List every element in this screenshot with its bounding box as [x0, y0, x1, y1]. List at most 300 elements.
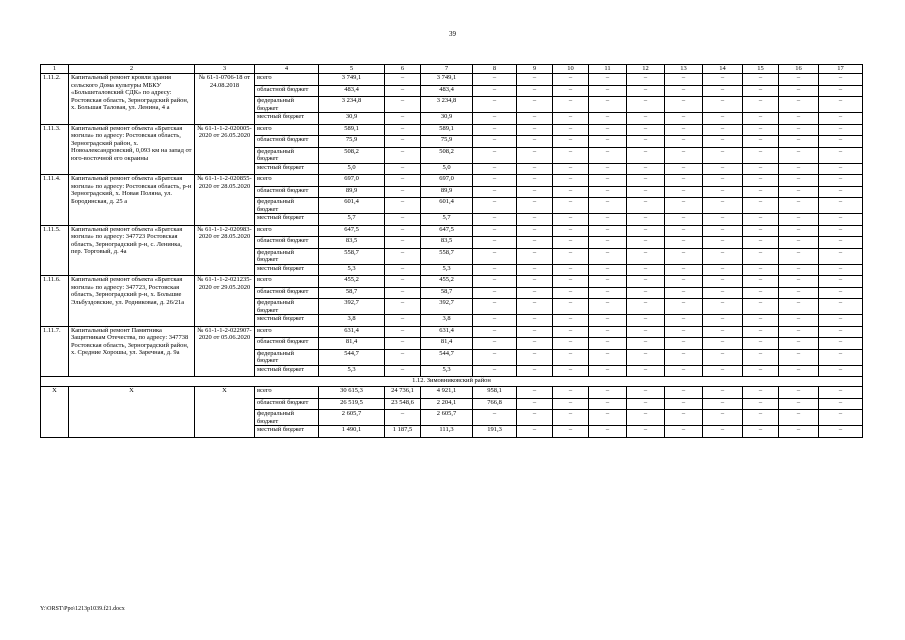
amount-cell: 558,7 — [319, 248, 385, 264]
amount-cell: – — [703, 163, 743, 175]
amount-cell: – — [743, 398, 779, 410]
amount-cell: – — [779, 299, 819, 315]
amount-cell: – — [385, 338, 421, 350]
amount-cell: – — [743, 326, 779, 338]
amount-cell: 5,0 — [421, 163, 473, 175]
table-row — [41, 124, 863, 136]
amount-cell: – — [703, 338, 743, 350]
amount-cell: – — [385, 315, 421, 327]
item-code: Х — [41, 387, 69, 438]
amount-cell: – — [473, 264, 517, 276]
amount-cell: – — [779, 85, 819, 97]
amount-cell: – — [665, 248, 703, 264]
amount-cell: – — [665, 349, 703, 365]
amount-cell: – — [553, 198, 589, 214]
amount-cell: – — [627, 175, 665, 187]
amount-cell: – — [819, 214, 863, 226]
amount-cell: – — [703, 74, 743, 86]
amount-cell: – — [517, 97, 553, 113]
funding-source-label: всего — [255, 387, 319, 399]
amount-cell: – — [819, 365, 863, 377]
amount-cell: – — [553, 349, 589, 365]
amount-cell: – — [517, 163, 553, 175]
amount-cell: – — [473, 287, 517, 299]
amount-cell: – — [385, 365, 421, 377]
amount-cell: – — [779, 186, 819, 198]
amount-cell: – — [589, 85, 627, 97]
amount-cell: – — [779, 338, 819, 350]
amount-cell: – — [703, 287, 743, 299]
amount-cell: – — [473, 147, 517, 163]
amount-cell: – — [473, 214, 517, 226]
column-number: 5 — [319, 65, 385, 74]
funding-source-label: местный бюджет — [255, 264, 319, 276]
funding-source-label: областной бюджет — [255, 237, 319, 249]
amount-cell: – — [553, 299, 589, 315]
amount-cell: 5,3 — [319, 264, 385, 276]
expertise-document: № 61-1-1-2-021235-2020 от 29.05.2020 — [195, 276, 255, 327]
region-header-row — [41, 377, 863, 387]
amount-cell: – — [553, 147, 589, 163]
item-name: Капитальный ремонт объекта «Братская могила» по адресу: Ростовская область, р-н Зерноградский, х. Новая Поляна, ул. Бородинская, д. 25 а — [69, 175, 195, 226]
amount-cell: – — [627, 97, 665, 113]
amount-cell: 23 548,6 — [385, 398, 421, 410]
amount-cell: – — [779, 264, 819, 276]
amount-cell: – — [553, 186, 589, 198]
amount-cell: – — [553, 97, 589, 113]
funding-source-label: федеральный бюджет — [255, 410, 319, 426]
amount-cell: – — [517, 136, 553, 148]
funding-source-label: федеральный бюджет — [255, 299, 319, 315]
file-path-footer: Y:\ORST\Ppo\1213p1039.f21.docx — [40, 606, 125, 612]
amount-cell: – — [589, 186, 627, 198]
amount-cell: – — [589, 214, 627, 226]
amount-cell: – — [517, 124, 553, 136]
amount-cell: – — [473, 113, 517, 125]
amount-cell: – — [517, 225, 553, 237]
amount-cell: 392,7 — [421, 299, 473, 315]
amount-cell: – — [473, 237, 517, 249]
amount-cell: – — [779, 124, 819, 136]
amount-cell: – — [627, 136, 665, 148]
amount-cell: – — [473, 315, 517, 327]
amount-cell: – — [589, 147, 627, 163]
amount-cell: – — [589, 175, 627, 187]
amount-cell: – — [819, 147, 863, 163]
amount-cell: – — [589, 299, 627, 315]
amount-cell: – — [819, 315, 863, 327]
amount-cell: – — [779, 410, 819, 426]
amount-cell: – — [703, 299, 743, 315]
amount-cell: – — [779, 74, 819, 86]
column-number: 3 — [195, 65, 255, 74]
amount-cell: – — [779, 426, 819, 438]
column-number: 8 — [473, 65, 517, 74]
amount-cell: – — [819, 163, 863, 175]
amount-cell: – — [589, 113, 627, 125]
amount-cell: – — [589, 398, 627, 410]
amount-cell: 5,3 — [421, 264, 473, 276]
amount-cell: – — [703, 186, 743, 198]
item-code: 1.11.3. — [41, 124, 69, 175]
funding-source-label: областной бюджет — [255, 398, 319, 410]
table-body — [41, 65, 863, 438]
amount-cell: 601,4 — [319, 198, 385, 214]
amount-cell: – — [517, 338, 553, 350]
amount-cell: – — [589, 287, 627, 299]
funding-source-label: федеральный бюджет — [255, 349, 319, 365]
expertise-document: № 61-1-1-2-020855-2020 от 28.05.2020 — [195, 175, 255, 226]
amount-cell: – — [385, 85, 421, 97]
amount-cell: 631,4 — [421, 326, 473, 338]
amount-cell: – — [743, 299, 779, 315]
amount-cell: 392,7 — [319, 299, 385, 315]
amount-cell: – — [743, 426, 779, 438]
amount-cell: – — [627, 85, 665, 97]
amount-cell: – — [553, 315, 589, 327]
amount-cell: – — [819, 198, 863, 214]
amount-cell: – — [743, 237, 779, 249]
amount-cell: – — [779, 198, 819, 214]
amount-cell: 455,2 — [319, 276, 385, 288]
amount-cell: – — [589, 426, 627, 438]
amount-cell: – — [665, 74, 703, 86]
amount-cell: – — [779, 214, 819, 226]
amount-cell: 601,4 — [421, 198, 473, 214]
amount-cell: 455,2 — [421, 276, 473, 288]
amount-cell: – — [473, 175, 517, 187]
amount-cell: – — [743, 147, 779, 163]
amount-cell: – — [819, 113, 863, 125]
amount-cell: 191,3 — [473, 426, 517, 438]
amount-cell: – — [627, 264, 665, 276]
table-row — [41, 225, 863, 237]
amount-cell: – — [627, 315, 665, 327]
amount-cell: – — [779, 237, 819, 249]
amount-cell: – — [553, 136, 589, 148]
amount-cell: – — [517, 214, 553, 226]
amount-cell: 58,7 — [421, 287, 473, 299]
amount-cell: – — [779, 147, 819, 163]
amount-cell: – — [385, 349, 421, 365]
item-name: Капитальный ремонт кровли здания сельского Дома культуры МБКУ «Большеталовский СДК» по адресу: Ростовская область, Зерноградский район, х. Большая Таловая, ул. Ленина, 4 а — [69, 74, 195, 125]
amount-cell: – — [665, 147, 703, 163]
expertise-document: № 61-1-1-2-022907-2020 от 05.06.2020 — [195, 326, 255, 377]
amount-cell: 3 749,1 — [421, 74, 473, 86]
amount-cell: – — [627, 287, 665, 299]
amount-cell: 697,0 — [319, 175, 385, 187]
amount-cell: – — [385, 175, 421, 187]
amount-cell: – — [779, 113, 819, 125]
amount-cell: – — [553, 85, 589, 97]
amount-cell: 483,4 — [421, 85, 473, 97]
amount-cell: – — [819, 287, 863, 299]
amount-cell: – — [473, 136, 517, 148]
amount-cell: – — [473, 410, 517, 426]
amount-cell: – — [589, 237, 627, 249]
amount-cell: – — [703, 237, 743, 249]
amount-cell: – — [743, 276, 779, 288]
amount-cell: 631,4 — [319, 326, 385, 338]
amount-cell: – — [665, 264, 703, 276]
amount-cell: – — [665, 276, 703, 288]
amount-cell: – — [385, 136, 421, 148]
amount-cell: – — [627, 338, 665, 350]
amount-cell: – — [703, 97, 743, 113]
amount-cell: – — [819, 387, 863, 399]
amount-cell: – — [553, 264, 589, 276]
amount-cell: 30,9 — [421, 113, 473, 125]
amount-cell: 697,0 — [421, 175, 473, 187]
amount-cell: 508,2 — [319, 147, 385, 163]
amount-cell: 3 749,1 — [319, 74, 385, 86]
amount-cell: – — [743, 85, 779, 97]
amount-cell: – — [589, 124, 627, 136]
amount-cell: – — [385, 186, 421, 198]
amount-cell: 1 490,1 — [319, 426, 385, 438]
page-number: 39 — [449, 30, 456, 38]
amount-cell: 3,8 — [421, 315, 473, 327]
amount-cell: – — [819, 426, 863, 438]
amount-cell: – — [385, 326, 421, 338]
amount-cell: – — [517, 299, 553, 315]
amount-cell: 3 234,8 — [421, 97, 473, 113]
item-code: 1.11.5. — [41, 225, 69, 276]
amount-cell: – — [385, 410, 421, 426]
amount-cell: – — [553, 74, 589, 86]
amount-cell: 3 234,8 — [319, 97, 385, 113]
amount-cell: 508,2 — [421, 147, 473, 163]
amount-cell: 83,5 — [319, 237, 385, 249]
amount-cell: – — [779, 365, 819, 377]
table-row — [41, 326, 863, 338]
amount-cell: – — [819, 225, 863, 237]
column-number-row — [41, 65, 863, 74]
column-number: 10 — [553, 65, 589, 74]
amount-cell: 30,9 — [319, 113, 385, 125]
amount-cell: – — [517, 410, 553, 426]
amount-cell: – — [743, 315, 779, 327]
amount-cell: – — [743, 387, 779, 399]
amount-cell: – — [473, 85, 517, 97]
amount-cell: – — [665, 299, 703, 315]
amount-cell: 83,5 — [421, 237, 473, 249]
funding-source-label: федеральный бюджет — [255, 248, 319, 264]
amount-cell: – — [473, 365, 517, 377]
amount-cell: – — [553, 338, 589, 350]
amount-cell: – — [665, 225, 703, 237]
amount-cell: – — [743, 163, 779, 175]
amount-cell: – — [627, 365, 665, 377]
amount-cell: – — [665, 398, 703, 410]
table-row — [41, 276, 863, 288]
amount-cell: – — [627, 426, 665, 438]
funding-source-label: федеральный бюджет — [255, 97, 319, 113]
amount-cell: – — [589, 315, 627, 327]
column-number: 4 — [255, 65, 319, 74]
amount-cell: – — [743, 74, 779, 86]
amount-cell: – — [703, 398, 743, 410]
amount-cell: 81,4 — [421, 338, 473, 350]
amount-cell: – — [665, 315, 703, 327]
amount-cell: – — [703, 175, 743, 187]
amount-cell: – — [819, 136, 863, 148]
amount-cell: – — [703, 214, 743, 226]
amount-cell: – — [743, 287, 779, 299]
amount-cell: – — [589, 163, 627, 175]
amount-cell: – — [819, 237, 863, 249]
amount-cell: – — [385, 276, 421, 288]
amount-cell: – — [627, 276, 665, 288]
amount-cell: – — [779, 97, 819, 113]
amount-cell: 958,1 — [473, 387, 517, 399]
amount-cell: – — [743, 410, 779, 426]
amount-cell: – — [627, 299, 665, 315]
amount-cell: – — [665, 175, 703, 187]
funding-source-label: федеральный бюджет — [255, 198, 319, 214]
amount-cell: – — [627, 74, 665, 86]
amount-cell: 26 519,5 — [319, 398, 385, 410]
amount-cell: – — [703, 85, 743, 97]
funding-source-label: местный бюджет — [255, 426, 319, 438]
amount-cell: – — [819, 124, 863, 136]
amount-cell: – — [743, 338, 779, 350]
amount-cell: 3,8 — [319, 315, 385, 327]
item-code: 1.11.7. — [41, 326, 69, 377]
column-number: 1 — [41, 65, 69, 74]
funding-source-label: местный бюджет — [255, 315, 319, 327]
amount-cell: – — [627, 237, 665, 249]
amount-cell: – — [553, 175, 589, 187]
amount-cell: – — [665, 97, 703, 113]
amount-cell: – — [627, 225, 665, 237]
amount-cell: – — [665, 136, 703, 148]
item-name: Капитальный ремонт объекта «Братская могила» по адресу: 347723, Ростовская область, Зерноградский р-н, х. Большие Эльбуздовские, ул. Родниковая, д. 26/21а — [69, 276, 195, 327]
amount-cell: – — [385, 225, 421, 237]
amount-cell: – — [819, 326, 863, 338]
amount-cell: – — [627, 326, 665, 338]
amount-cell: – — [627, 410, 665, 426]
amount-cell: – — [703, 198, 743, 214]
amount-cell: – — [517, 426, 553, 438]
budget-table — [40, 64, 863, 438]
amount-cell: – — [703, 113, 743, 125]
amount-cell: – — [553, 287, 589, 299]
amount-cell: – — [517, 349, 553, 365]
amount-cell: – — [779, 163, 819, 175]
amount-cell: – — [779, 326, 819, 338]
amount-cell: – — [665, 214, 703, 226]
amount-cell: 89,9 — [319, 186, 385, 198]
amount-cell: – — [473, 163, 517, 175]
amount-cell: – — [385, 248, 421, 264]
amount-cell: – — [743, 124, 779, 136]
amount-cell: – — [589, 349, 627, 365]
amount-cell: – — [553, 225, 589, 237]
amount-cell: – — [819, 349, 863, 365]
column-number: 9 — [517, 65, 553, 74]
column-number: 6 — [385, 65, 421, 74]
amount-cell: – — [779, 349, 819, 365]
amount-cell: – — [665, 85, 703, 97]
amount-cell: – — [385, 299, 421, 315]
amount-cell: 647,5 — [421, 225, 473, 237]
funding-source-label: областной бюджет — [255, 85, 319, 97]
amount-cell: – — [517, 264, 553, 276]
amount-cell: – — [743, 225, 779, 237]
amount-cell: – — [473, 349, 517, 365]
amount-cell: – — [703, 315, 743, 327]
funding-source-label: всего — [255, 225, 319, 237]
amount-cell: 111,3 — [421, 426, 473, 438]
amount-cell: 544,7 — [319, 349, 385, 365]
amount-cell: – — [627, 214, 665, 226]
amount-cell: – — [517, 387, 553, 399]
amount-cell: 647,5 — [319, 225, 385, 237]
amount-cell: – — [665, 237, 703, 249]
amount-cell: – — [517, 175, 553, 187]
amount-cell: – — [589, 338, 627, 350]
amount-cell: – — [819, 97, 863, 113]
amount-cell: 558,7 — [421, 248, 473, 264]
amount-cell: – — [517, 248, 553, 264]
amount-cell: – — [743, 198, 779, 214]
amount-cell: – — [385, 214, 421, 226]
column-number: 12 — [627, 65, 665, 74]
amount-cell: – — [517, 113, 553, 125]
amount-cell: – — [665, 186, 703, 198]
amount-cell: – — [517, 147, 553, 163]
amount-cell: 89,9 — [421, 186, 473, 198]
amount-cell: – — [473, 124, 517, 136]
amount-cell: – — [553, 124, 589, 136]
column-number: 13 — [665, 65, 703, 74]
amount-cell: – — [743, 113, 779, 125]
amount-cell: – — [385, 74, 421, 86]
amount-cell: 4 921,1 — [421, 387, 473, 399]
amount-cell: 5,3 — [421, 365, 473, 377]
amount-cell: – — [385, 113, 421, 125]
amount-cell: – — [473, 299, 517, 315]
amount-cell: – — [665, 387, 703, 399]
amount-cell: 5,0 — [319, 163, 385, 175]
amount-cell: – — [703, 326, 743, 338]
expertise-document: № 61-1-1-2-020983-2020 от 28.05.2020 — [195, 225, 255, 276]
amount-cell: – — [473, 326, 517, 338]
amount-cell: 58,7 — [319, 287, 385, 299]
table-row — [41, 74, 863, 86]
amount-cell: – — [553, 398, 589, 410]
amount-cell: – — [703, 426, 743, 438]
amount-cell: – — [779, 175, 819, 187]
funding-source-label: федеральный бюджет — [255, 147, 319, 163]
amount-cell: – — [517, 365, 553, 377]
amount-cell: – — [779, 398, 819, 410]
funding-source-label: областной бюджет — [255, 136, 319, 148]
amount-cell: – — [517, 74, 553, 86]
amount-cell: – — [703, 349, 743, 365]
amount-cell: – — [517, 85, 553, 97]
funding-source-label: всего — [255, 124, 319, 136]
amount-cell: – — [665, 113, 703, 125]
amount-cell: – — [553, 163, 589, 175]
amount-cell: – — [665, 426, 703, 438]
amount-cell: – — [743, 175, 779, 187]
amount-cell: 2 605,7 — [421, 410, 473, 426]
amount-cell: 5,7 — [421, 214, 473, 226]
amount-cell: – — [473, 248, 517, 264]
amount-cell: – — [819, 74, 863, 86]
